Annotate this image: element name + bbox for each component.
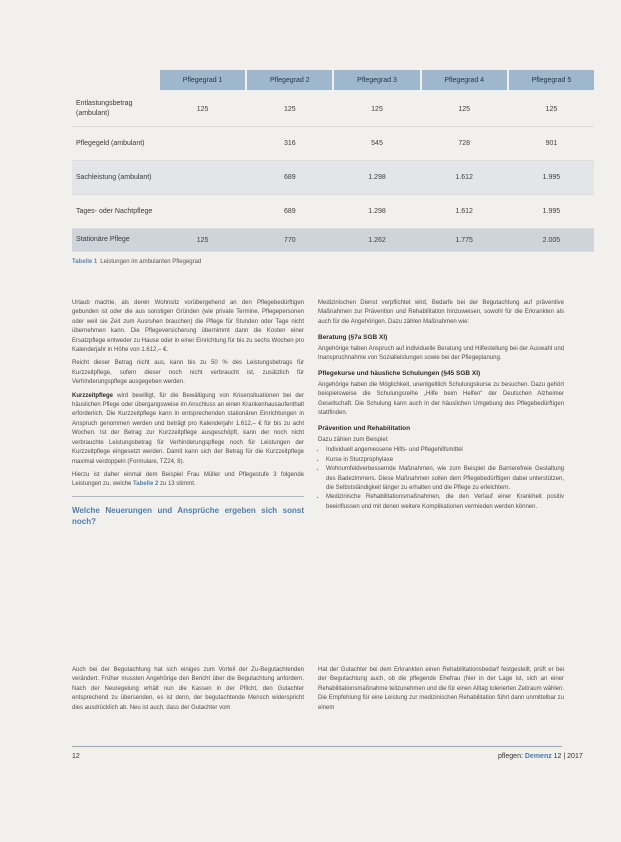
- right-column: [318, 299, 564, 512]
- lead-term: Kurzzeitpflege: [72, 392, 114, 399]
- left-column: [72, 299, 304, 533]
- table-row: [72, 127, 594, 161]
- magazine-brand: pflegen:: [498, 753, 523, 760]
- table-row: [72, 229, 594, 252]
- divider: [72, 496, 304, 497]
- table-cell: 1.995: [542, 174, 561, 181]
- subheading-praevention: Prävention und Rehabilitation: [318, 425, 411, 433]
- table-row: [72, 92, 594, 127]
- table-cell: 1.775: [455, 236, 473, 244]
- table-header-cell: Pflegegrad 3: [334, 70, 419, 90]
- row-label: Tages- oder Nachtpflege: [76, 207, 153, 215]
- page-number: 12: [72, 753, 80, 760]
- row-label: Pflegegeld (ambulant): [76, 139, 145, 147]
- paragraph: Reicht dieser Betrag nicht aus, kann bis zu 50 % des Leistungsbetrags für Kurzzeitpflege, sofern dieser noch nicht verbraucht ist, zusätzlich für Verhinderungspflege ausgegeben werden.: [72, 360, 304, 386]
- left-column-bottom: [72, 666, 304, 717]
- paragraph-text: zu 13 stimmt.: [158, 481, 196, 488]
- table-row: [72, 161, 594, 195]
- paragraph: Angehörige haben Anspruch auf individuelle Beratung und Hilfestellung bei der Auswahl und Inanspruchnahme von Sozialleistungen sowie bei der Pflegeplanung.: [318, 345, 564, 362]
- list-item: • Medizinische Rehabilitationsmaßnahmen, die den Verlauf einer Krankheit positiv beeinflussen und mit denen weitere Komplikationen vermieden werden können.: [326, 493, 564, 512]
- list-item: • Kurse in Sturzprophylaxe: [326, 456, 564, 465]
- table-cell: 125: [196, 236, 209, 244]
- table-cell: 689: [283, 208, 296, 215]
- table-cell: 1.298: [368, 174, 386, 181]
- table-cell: 1.262: [368, 236, 386, 244]
- caption-number: Tabelle 1: [72, 259, 98, 265]
- table-cell: 545: [371, 140, 383, 147]
- caption-text: Leistungen im ambulanten Pflegegrad: [100, 259, 202, 265]
- benefits-table: [72, 70, 594, 252]
- table-cell: 1.995: [542, 208, 561, 215]
- row-label: Entlastungsbetrag (ambulant): [76, 100, 133, 117]
- table-cell: 1.612: [455, 208, 473, 215]
- table-header-cell: Pflegegrad 5: [509, 70, 594, 90]
- table-cell: 728: [458, 140, 471, 147]
- table-reference-link[interactable]: Tabelle 2: [133, 481, 159, 488]
- magazine-issue: 12 | 2017: [551, 753, 583, 760]
- list-item: • Wohnumfeldverbessernde Maßnahmen, wie zum Beispiel die Barrierefreie Gestaltung des Badezimmers. Diese Maßnahmen sollen dem Pflegebedürftigen dabei unterstützen, die Selbstständigkeit länger zu erhalten und die Pflege zu erleichtern.: [326, 465, 564, 493]
- paragraph-text: wird bewilligt, für die Bewältigung von Krisensituationen bei der häuslichen Pflege oder übergangsweise im Anschluss an einen Krankenhausaufenthalt erforderlich. Die Kurzzeitpflege kann in entsprechenden stationären Einrichtungen in Anspruch genommen werden und beträgt pro Kalenderjahr 1.612,– € für bis zu acht Wochen. Ist der Betrag zur Kurzzeitpflege ausgeschöpft, kann der noch nicht verbrauchte Leistungsbetrag für Verhinderungspflege noch für Leistungen der Kurzzeitpflege eingesetzt werden. Damit kann sich der Betrag für die Kurzzeitpflege maximal verdoppeln (Formulare, TZ24, 8).: [72, 392, 304, 465]
- table-cell: 689: [283, 174, 296, 181]
- table-cell: 125: [371, 105, 383, 113]
- paragraph: Hat der Gutachter bei dem Erkrankten einen Rehabilitationsbedarf festgestellt, prüft er bei der Begutachtung auch, ob die pflegende Ehefrau (hier in der Lage ist, sich an einer Rehabilitationsmaßnahme teilzunehmen und die für einen Alltag tolerierten Zeitraum wählen. Die Empfehlung für eine Leistung zur medizinischen Rehabilitation führt dann unmittelbar zu einem: [318, 667, 564, 711]
- table-cell: 125: [283, 105, 296, 113]
- table-cell: 1.298: [368, 208, 386, 215]
- table-header-blank: [72, 70, 158, 90]
- row-label: Sachleistung (ambulant): [76, 173, 152, 181]
- table-cell: 125: [196, 105, 209, 113]
- table-header-cell: Pflegegrad 2: [247, 70, 332, 90]
- table-cell: 770: [283, 236, 296, 244]
- subheading-pflegekurse: Pflegekurse und häusliche Schulungen (§45 SGB XI): [318, 370, 481, 378]
- magazine-title: Demenz: [524, 753, 552, 760]
- table-cell: 901: [545, 140, 558, 147]
- paragraph: Auch bei der Begutachtung hat sich einiges zum Vorteil der Zu-Begutachtenden verändert. Früher mussten Angehörige den Bericht über die Begutachtung anfordern. Nach der Neuregelung erhält nun die Kassen in der Pflicht, den Gutachter entsprechend zu übersenden, es ist denn, der begutachtende Mensch widerspricht dies ausdrücklich ab. Neu ist auch, dass der Gutachter vom: [72, 667, 304, 711]
- table-caption: [72, 259, 201, 265]
- table-header: [72, 70, 594, 90]
- paragraph-text: Hierzu ist daher einmal dem Beispiel Frau Müller und Pflegestufe 3 folgende Leistungen zu, welche: [72, 471, 304, 488]
- list-item: • Individuell angemessene Hilfs- und Pflegehilfsmittel: [326, 446, 564, 455]
- subheading-beratung: Beratung (§7a SGB XI): [318, 334, 388, 342]
- paragraph: [72, 471, 304, 490]
- right-column-bottom: [318, 666, 564, 717]
- table-cell: 1.612: [455, 174, 473, 181]
- table-header-cell: Pflegegrad 1: [160, 70, 245, 90]
- paragraph: [72, 392, 304, 467]
- paragraph: Angehörige haben die Möglichkeit, unentgeltlich Schulungskurse zu besuchen. Dazu gehört beispielsweise die Schulungsreihe „Hilfe beim Helfen“ der Deutschen Alzheimer Gesellschaft. Die Schulung kann auch in der häuslichen Umgebung des Pflegebedürftigen stattfinden.: [318, 381, 564, 417]
- table-cell: 2.005: [542, 236, 561, 244]
- footer-divider: [72, 746, 562, 747]
- magazine-name: [498, 753, 583, 760]
- section-heading: Welche Neuerungen und Ansprüche ergeben sich sonst noch?: [72, 505, 304, 526]
- row-label: Stationäre Pflege: [76, 236, 130, 243]
- table-header-cell: Pflegegrad 4: [422, 70, 507, 90]
- table-cell: 125: [545, 105, 558, 113]
- paragraph: Medizinischen Dienst verpflichtet wird, Bedarfe bei der Begutachtung auf präventive Maßnahmen zur Prävention und Rehabilitation hinzuweisen, sowohl für die Erkrankten als auch für die Angehörigen. Dazu zählen Maßnahmen wie:: [318, 300, 564, 325]
- table-cell: 316: [283, 140, 296, 147]
- table-cell: 125: [458, 105, 471, 113]
- measures-list: [318, 446, 564, 512]
- table-row: [72, 195, 594, 229]
- paragraph: Dazu zählen zum Beispiel:: [318, 436, 389, 443]
- paragraph: Urlaub machte, als deren Wohnsitz vorübergehend an den Pflegebedürftigen gebunden ist oder die aus sonstigen Gründen (wie private Termine, Pflegepersonen oder weil sie Zeit zum Ausruhen brauchen) die Pflege für Stunden oder Tage nicht übernehmen kann. Die Pflegeversicherung übernimmt dann die Kosten einer Ersatzpflege entweder zu Hause oder in einer Einrichtung für bis zu sechs Wochen pro Kalenderjahr in Höhe von 1.612,– €.: [72, 300, 304, 354]
